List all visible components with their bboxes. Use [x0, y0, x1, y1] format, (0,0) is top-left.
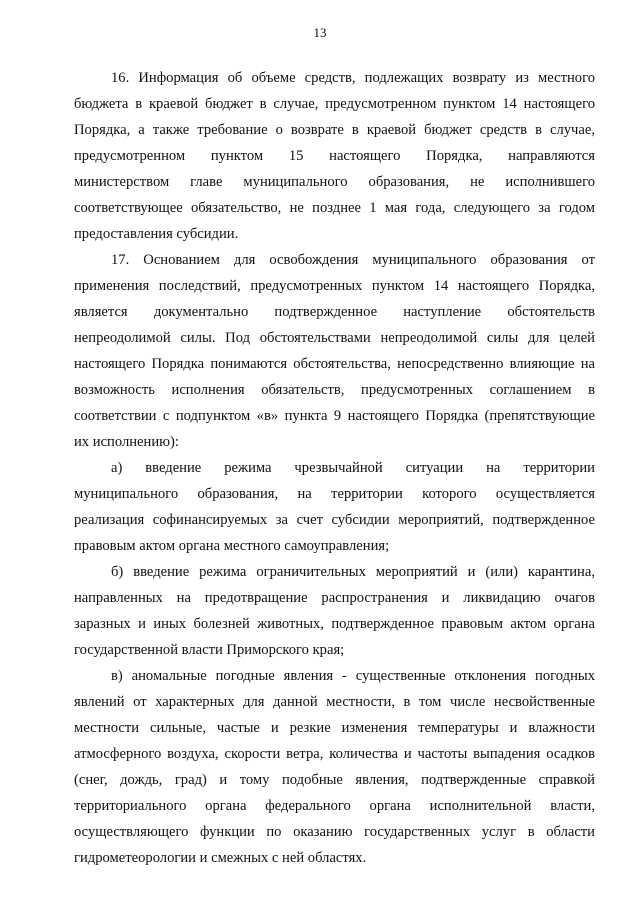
page-number: 13 [313, 25, 327, 40]
text-line: в) аномальные погодные явления - существенные отклонения погодных [111, 668, 595, 684]
text-line: соответствии с подпунктом «в» пункта 9 настоящего Порядка (препятствующие [74, 408, 595, 424]
text-line: министерством главе муниципального образования, не исполнившего [74, 174, 595, 190]
text-line: предусмотренном пунктом 15 настоящего Порядка, направляются [74, 148, 595, 164]
text-line: применения последствий, предусмотренных пунктом 14 настоящего Порядка, [74, 278, 595, 294]
text-line: направленных на предотвращение распространения и ликвидацию очагов [74, 590, 595, 606]
text-line: Порядка, а также требование о возврате в краевой бюджет средств в случае, [74, 122, 595, 138]
text-line: заразных и иных болезней животных, подтвержденное правовым актом органа [74, 616, 595, 632]
document-body [74, 65, 595, 871]
text-line: реализация софинансируемых за счет субсидии мероприятий, подтвержденное [74, 512, 595, 528]
text-line: бюджета в краевой бюджет в случае, предусмотренном пунктом 14 настоящего [74, 96, 595, 112]
text-line: местности сильные, частые и резкие изменения температуры и влажности [74, 720, 595, 736]
text-line: атмосферного воздуха, скорости ветра, количества и частоты выпадения осадков [74, 746, 595, 762]
text-line: является документально подтвержденное наступление обстоятельств [74, 304, 595, 320]
text-line: явлений от характерных для данной местности, в том числе несвойственные [74, 694, 595, 710]
text-line: гидрометеорологии и смежных с ней областях. [74, 850, 367, 866]
subparagraph-b [74, 559, 595, 663]
text-line: б) введение режима ограничительных мероприятий и (или) карантина, [111, 564, 595, 580]
text-line: осуществляющего функции по оказанию государственных услуг в области [74, 824, 595, 840]
text-line: непреодолимой силы. Под обстоятельствами непреодолимой силы для целей [74, 330, 595, 346]
text-line: настоящего Порядка понимаются обстоятельства, непосредственно влияющие на [74, 356, 595, 372]
text-line: муниципального образования, на территории которого осуществляется [74, 486, 595, 502]
text-line: их исполнению): [74, 434, 179, 450]
subparagraph-a [74, 455, 595, 559]
paragraph-17 [74, 247, 595, 455]
text-line: возможность исполнения обязательств, предусмотренных соглашением в [74, 382, 595, 398]
subparagraph-v [74, 663, 595, 871]
paragraph-16 [74, 65, 595, 247]
text-line: 16. Информация об объеме средств, подлежащих возврату из местного [111, 70, 595, 86]
text-line: предоставления субсидии. [74, 226, 239, 242]
text-line: 17. Основанием для освобождения муниципального образования от [111, 252, 595, 268]
text-line: соответствующее обязательство, не позднее 1 мая года, следующего за годом [74, 200, 595, 216]
text-line: (снег, дождь, град) и тому подобные явления, подтвержденные справкой [74, 772, 595, 788]
text-line: государственной власти Приморского края; [74, 642, 345, 658]
text-line: а) введение режима чрезвычайной ситуации на территории [111, 460, 595, 476]
text-line: правовым актом органа местного самоуправления; [74, 538, 390, 554]
text-line: территориального органа федерального органа исполнительной власти, [74, 798, 595, 814]
